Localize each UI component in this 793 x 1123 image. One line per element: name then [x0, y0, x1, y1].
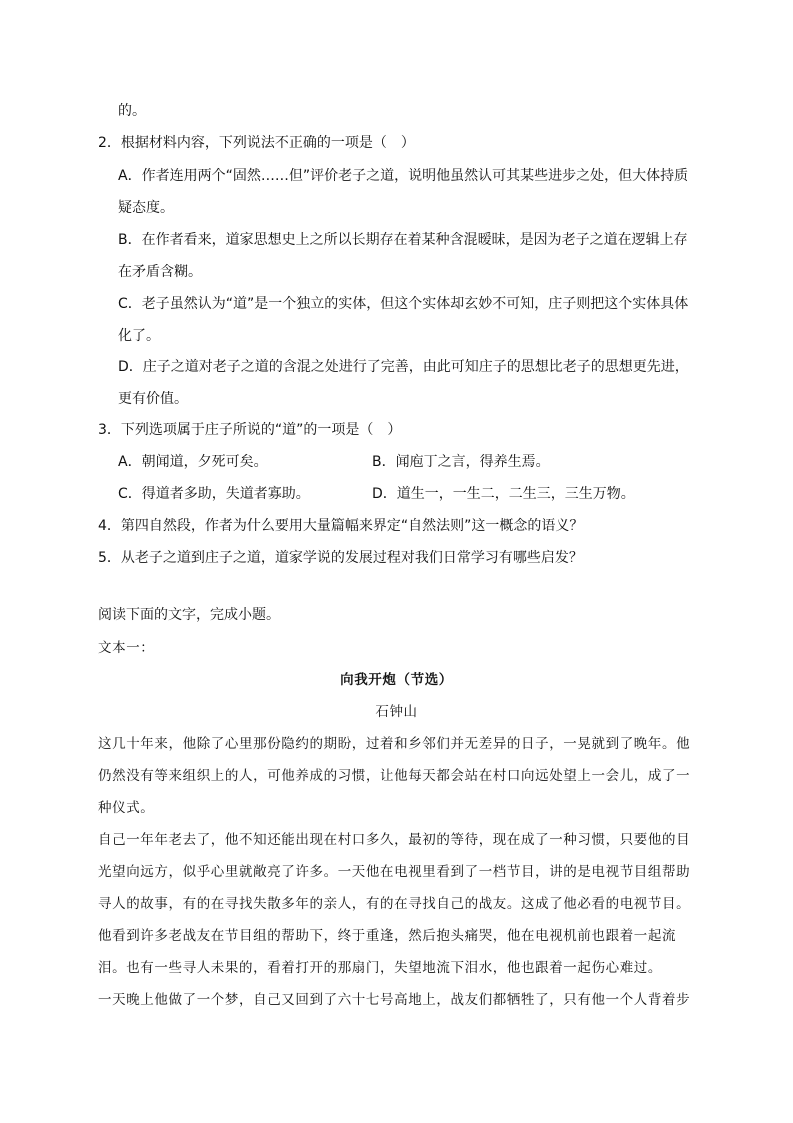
question-2-stem: 2．根据材料内容，下列说法不正确的一项是（ ）	[98, 135, 415, 151]
question-2-option-d-cont: 更有价值。	[118, 391, 188, 407]
story-author: 石钟山	[375, 704, 418, 720]
question-2-option-b: B．在作者看来，道家思想史上之所以长期存在着某种含混暧昧，是因为老子之道在逻辑上存	[118, 232, 688, 248]
question-2-option-b-cont: 在矛盾含糊。	[118, 264, 202, 280]
story-line: 这几十年来，他除了心里那份隐约的期盼，过着和乡邻们并无差异的日子，一晃就到了晚年。他	[98, 736, 691, 752]
story-line: 种仪式。	[98, 800, 155, 816]
question-3-stem: 3．下列选项属于庄子所说的“道”的一项是（ ）	[98, 422, 402, 438]
story-line: 寻人的故事，有的在寻找失散多年的亲人，有的在寻找自己的战友。这成了他必看的电视节目。	[98, 896, 691, 912]
question-2-option-a-cont: 疑态度。	[118, 200, 174, 216]
story-line: 他看到许多老战友在节目组的帮助下，终于重逢，然后抱头痛哭，他在电视机前也跟着一起流	[98, 928, 677, 944]
question-4-stem: 4．第四自然段，作者为什么要用大量篇幅来界定“自然法则”这一概念的语义？	[98, 518, 584, 534]
text-one-label: 文本一：	[98, 640, 155, 656]
question-2-option-c: C．老子虽然认为“道”是一个独立的实体，但这个实体却玄妙不可知，庄子则把这个实体具体	[118, 296, 689, 312]
question-5-stem: 5．从老子之道到庄子之道，道家学说的发展过程对我们日常学习有哪些启发？	[98, 550, 583, 566]
question-3-option-b: B．闻庖丁之言，得养生焉。	[372, 454, 550, 470]
question-2-option-d: D．庄子之道对老子之道的含混之处进行了完善，由此可知庄子的思想比老子的思想更先进，	[118, 359, 689, 375]
reading-instruction: 阅读下面的文字，完成小题。	[98, 607, 280, 623]
continuation-text: 的。	[118, 103, 146, 119]
story-line: 自己一年年老去了，他不知还能出现在村口多久，最初的等待，现在成了一种习惯，只要他的目	[98, 832, 691, 848]
question-3-option-a: A．朝闻道，夕死可矣。	[118, 454, 268, 470]
story-line: 一天晚上他做了一个梦，自己又回到了六十七号高地上，战友们都牺牲了，只有他一个人背着步	[98, 992, 691, 1008]
question-3-option-c: C．得道者多助，失道者寡助。	[118, 486, 310, 502]
question-3-option-d: D．道生一，一生二，二生三，三生万物。	[372, 486, 635, 502]
story-line: 光望向远方，似乎心里就敞亮了许多。一天他在电视里看到了一档节目，讲的是电视节目组帮助	[98, 864, 691, 880]
story-line: 仍然没有等来组织上的人，可他养成的习惯，让他每天都会站在村口向远处望上一会儿，成了一	[98, 768, 691, 784]
story-title: 向我开炮（节选）	[340, 672, 453, 688]
question-2-option-a: A．作者连用两个“固然……但”评价老子之道，说明他虽然认可其某些进步之处，但大体持质	[118, 168, 689, 184]
question-2-option-c-cont: 化了。	[118, 328, 160, 344]
story-line: 泪。也有一些寻人未果的，看着打开的那扇门，失望地流下泪水，他也跟着一起伤心难过。	[98, 960, 662, 976]
